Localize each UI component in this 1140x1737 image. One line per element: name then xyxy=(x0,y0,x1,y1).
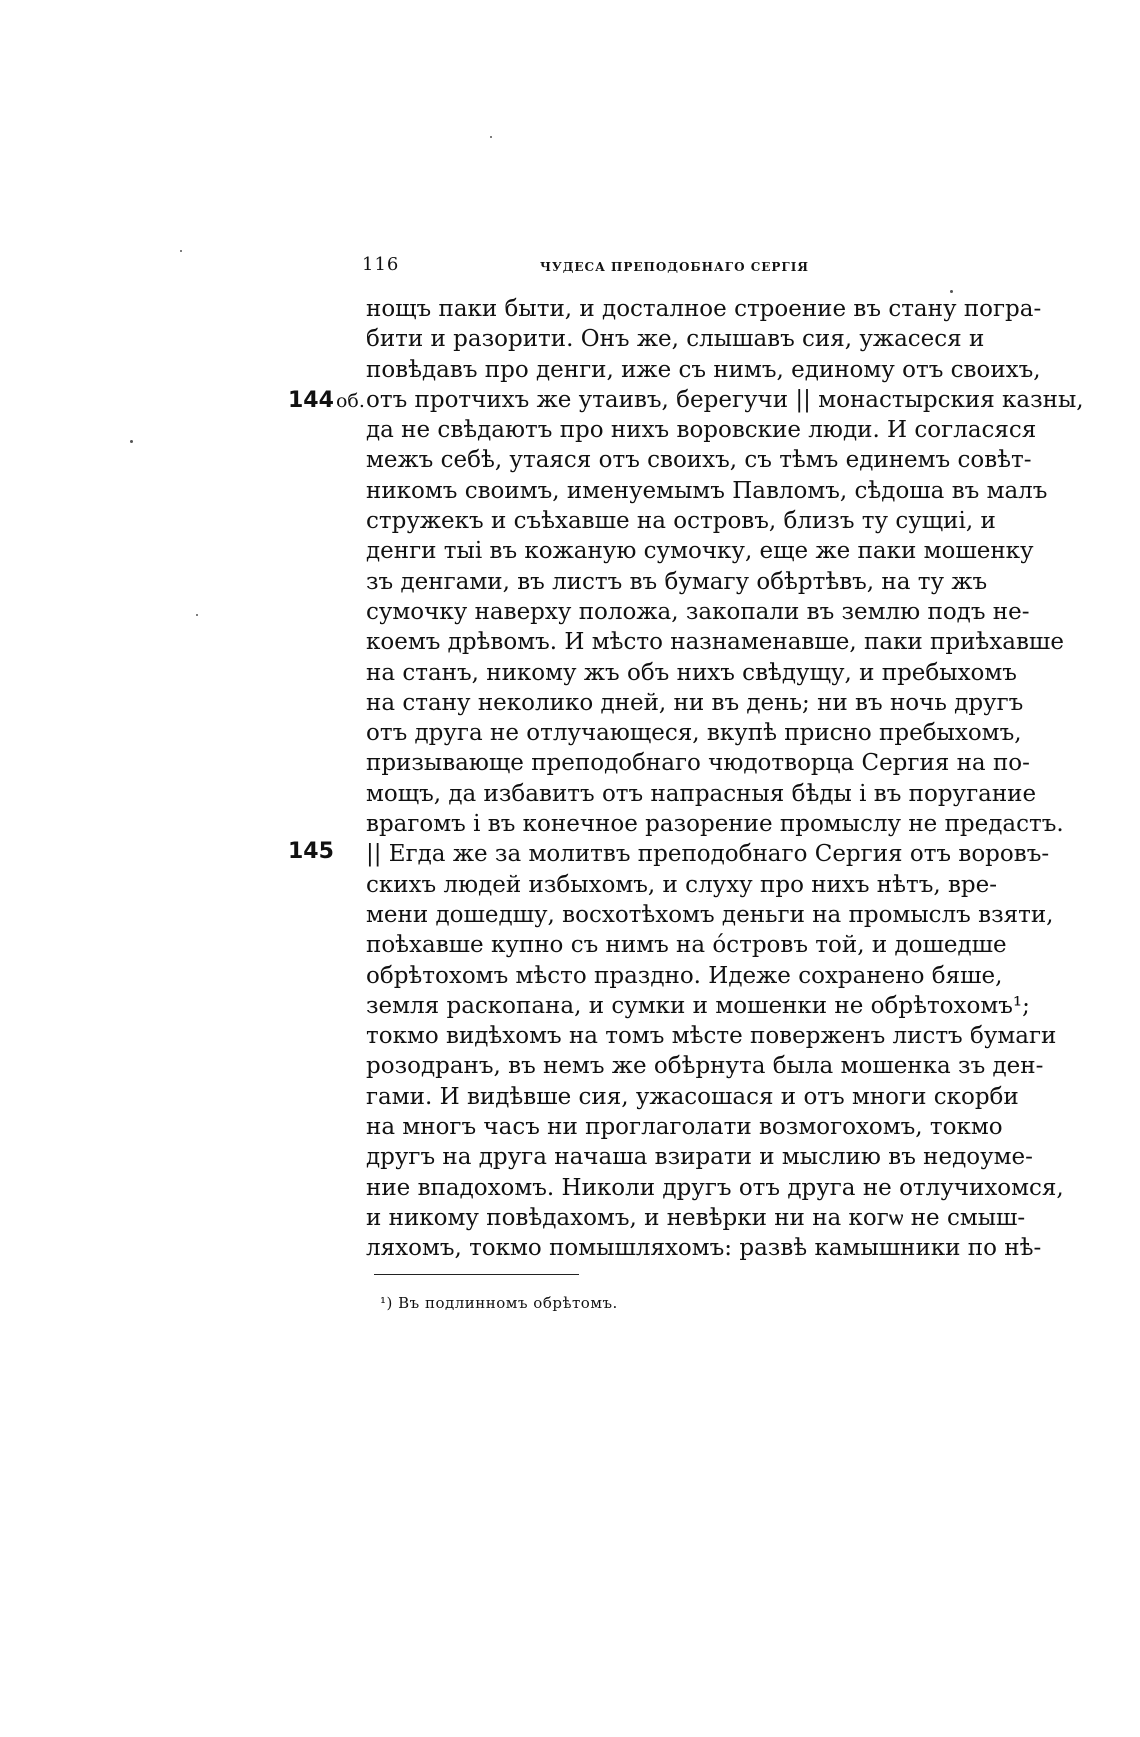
scan-speck xyxy=(130,440,133,443)
text-line: денги тыі въ кожаную сумочку, еще же паки мошенку xyxy=(366,538,1034,565)
margin-note-145 xyxy=(288,839,334,864)
text-line: токмо видѣхомъ на томъ мѣсте поверженъ листъ бумаги xyxy=(366,1023,1057,1050)
text-line: гами. И видѣвше сия, ужасошася и отъ многи скорби xyxy=(366,1083,1019,1110)
text-line: земля раскопана, и сумки и мошенки не обрѣтохомъ¹; xyxy=(366,992,1030,1019)
text-line: никомъ своимъ, именуемымъ Павломъ, сѣдоша въ малъ xyxy=(366,477,1048,504)
text-line: ние впадохомъ. Николи другъ отъ друга не отлучихомся, xyxy=(366,1174,1064,1201)
text-line: зъ денгами, въ листъ въ бумагу обѣртѣвъ, на ту жъ xyxy=(366,568,988,595)
main-text-block xyxy=(366,294,1084,1264)
text-line: призывающе преподобнаго чюдотворца Сергия на по- xyxy=(366,750,1030,777)
text-line: на станъ, никому жъ объ нихъ свѣдущу, и пребыхомъ xyxy=(366,659,1017,686)
text-line: нощъ паки быти, и досталное строение въ стану погра- xyxy=(366,296,1042,322)
footnote-marker: ¹) xyxy=(380,1294,393,1312)
text-line: отъ протчихъ же утаивъ, берегучи || монастырския казны, xyxy=(366,386,1084,413)
footnote-text: Въ подлинномъ обрѣтомъ. xyxy=(398,1294,618,1312)
page-number: 116 xyxy=(362,254,400,275)
running-head: ЧУДЕСА ПРЕПОДОБНАГО СЕРГІЯ xyxy=(540,260,809,274)
text-line: и никому повѣдахомъ, и невѣрки ни на когѡ не смыш- xyxy=(366,1204,1026,1231)
text-line: на многъ часъ ни проглаголати возмогохомъ, токмо xyxy=(366,1114,1003,1141)
footnote-rule xyxy=(374,1274,579,1275)
margin-note-144 xyxy=(288,388,365,413)
scan-speck xyxy=(196,614,198,616)
margin-note-145-number: 145 xyxy=(288,839,334,864)
text-line: мени дошедшу, восхотѣхомъ деньги на промыслъ взяти, xyxy=(366,901,1054,928)
text-line: врагомъ і въ конечное разорение промыслу не предастъ. xyxy=(366,811,1064,838)
scan-speck xyxy=(180,250,182,252)
text-line: стружекъ и съѣхавше на островъ, близъ ту сущиі, и xyxy=(366,508,996,535)
text-line: сумочку наверху положа, закопали въ землю подъ не- xyxy=(366,598,1030,625)
text-line: ляхомъ, токмо помышляхомъ: развѣ камышники по нѣ- xyxy=(366,1235,1042,1262)
text-line: повѣдавъ про денги, иже съ нимъ, единому отъ своихъ, xyxy=(366,356,1041,383)
text-line: межъ себѣ, утаяся отъ своихъ, съ тѣмъ единемъ совѣт- xyxy=(366,447,1032,474)
text-line: бити и разорити. Онъ же, слышавъ сия, ужасеся и xyxy=(366,326,985,353)
scan-speck xyxy=(490,136,492,138)
margin-note-144-suffix: об. xyxy=(335,390,365,412)
text-line: || Егда же за молитвъ преподобнаго Сергия отъ воровъ- xyxy=(366,841,1050,868)
text-line: другъ на друга начаша взирати и мыслию въ недоуме- xyxy=(366,1144,1033,1171)
text-line: скихъ людей избыхомъ, и слуху про нихъ нѣтъ, вре- xyxy=(366,871,998,898)
text-line: розодранъ, въ немъ же обѣрнута была мошенка зъ ден- xyxy=(366,1053,1044,1080)
margin-note-144-number: 144 xyxy=(288,388,334,413)
text-line: отъ друга не отлучающеся, вкупѣ присно пребыхомъ, xyxy=(366,720,1022,747)
text-line: коемъ дрѣвомъ. И мѣсто назнаменавше, паки приѣхавше xyxy=(366,629,1064,656)
text-line: на стану неколико дней, ни въ день; ни въ ночь другъ xyxy=(366,689,1024,716)
text-line: мощъ, да избавитъ отъ напрасныя бѣды і въ поругание xyxy=(366,780,1037,807)
text-line: да не свѣдаютъ про нихъ воровские люди. И согласяся xyxy=(366,417,1037,444)
scan-speck xyxy=(950,290,953,293)
text-line: обрѣтохомъ мѣсто праздно. Идеже сохранено бяше, xyxy=(366,962,1003,989)
text-line: поѣхавше купно съ нимъ на о́стровъ той, и дошедше xyxy=(366,932,1007,959)
footnote xyxy=(380,1294,618,1312)
